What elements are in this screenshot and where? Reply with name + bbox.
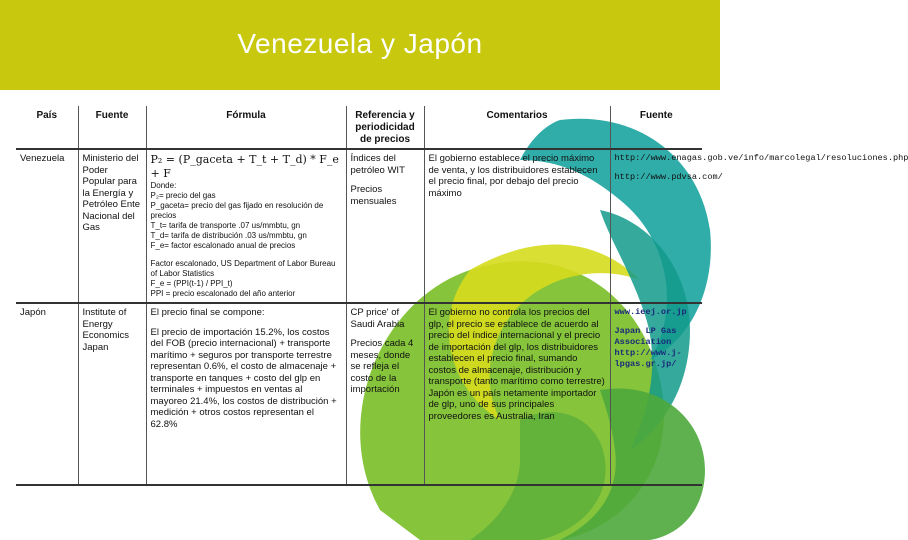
formula-line: Donde: [150,181,177,190]
source-link[interactable]: Japan LP Gas Association http://www.j-lpgas.gr.jp/ [614,326,682,369]
table-row-venezuela [16,149,702,303]
cell-formula [146,149,346,303]
formula-line: Factor escalonado, US Department of Labor Bureau of Labor Statistics [150,259,336,278]
cell-comentarios: El gobierno establece el precio máximo de venta, y los distribuidores establecen el precio final, por debajo del precio máximo [424,149,610,303]
cell-pais: Venezuela [16,149,78,303]
spacer [351,176,420,184]
comparison-table [16,106,908,486]
cell-links [610,303,702,485]
spacer [615,164,699,172]
referencia-line: CP price' of Saudi Arabia [350,307,405,330]
formula-line: T_t= tarifa de transporte .07 us/mmbtu, gn [150,221,301,230]
cell-referencia [346,303,424,485]
table-row-japon [16,303,702,485]
source-link[interactable]: http://www.enagas.gob.ve/info/marcolegal/resoluciones.php [614,153,908,163]
formula-line: F_e= factor escalonado anual de precios [150,241,296,250]
cell-links [610,149,908,303]
cell-formula [146,303,346,485]
header-comentarios: Comentarios [424,106,610,149]
header-referencia: Referencia y periodicidad de precios [346,106,424,149]
formula-main: P₂ = (P_gaceta + T_t + T_d) * F_e + F [150,153,339,180]
referencia-line: Precios cada 4 meses, donde se refleja el costo de la importación [350,338,414,395]
spacer [151,251,342,259]
cell-fuente: Institute of Energy Economics Japan [78,303,146,485]
source-link[interactable]: http://www.pdvsa.com/ [614,172,723,182]
formula-line: PPI = precio escalonado del año anterior [150,289,296,298]
formula-line: El precio de importación 15.2%, los costos del FOB (precio internacional) + transporte marítimo + seguros por transporte terrestre representan 0.6%, el costo de almacenaje + transporte en tanques + costo del glp en terminales + impuestos en ventas al mayoreo 21.4%, los costos de distribución + medición + otros costos representan el 62.8% [150,326,337,430]
slide-title: Venezuela y Japón [237,28,483,59]
spacer [151,319,342,327]
cell-pais: Japón [16,303,78,485]
formula-line: F_e = (PPI(t-1) / PPI_t) [150,279,233,288]
formula-line: T_d= tarifa de distribución .03 us/mmbtu, gn [150,231,307,240]
referencia-line: Índices del petróleo WIT [350,153,405,176]
table-header-row [16,106,702,149]
source-link[interactable]: www.ieej.or.jp [614,307,687,317]
header-formula: Fórmula [146,106,346,149]
formula-line: El precio final se compone: [150,307,265,318]
header-pais: País [16,106,78,149]
spacer [351,330,420,338]
spacer [615,318,699,326]
header-fuente: Fuente [78,106,146,149]
formula-line: P_gaceta= precio del gas fijado en resolución de precios [150,201,324,220]
header-fuente-link: Fuente [610,106,702,149]
cell-fuente: Ministerio del Poder Popular para la Energía y Petróleo Ente Nacional del Gas [78,149,146,303]
cell-referencia [346,149,424,303]
cell-comentarios: El gobierno no controla los precios del glp, el precio se establece de acuerdo al precio del índice internacional y el precio de importación del glp, los distribuidores establecen el precio final, sumando costos de almacenaje, distribución y transporte (tanto marítimo como terrestre) Japón es un país netamente importador de glp, uno de sus principales proveedores es Australia, Iran [424,303,610,485]
referencia-line: Precios mensuales [350,184,397,207]
formula-line: P₂= precio del gas [150,191,216,200]
